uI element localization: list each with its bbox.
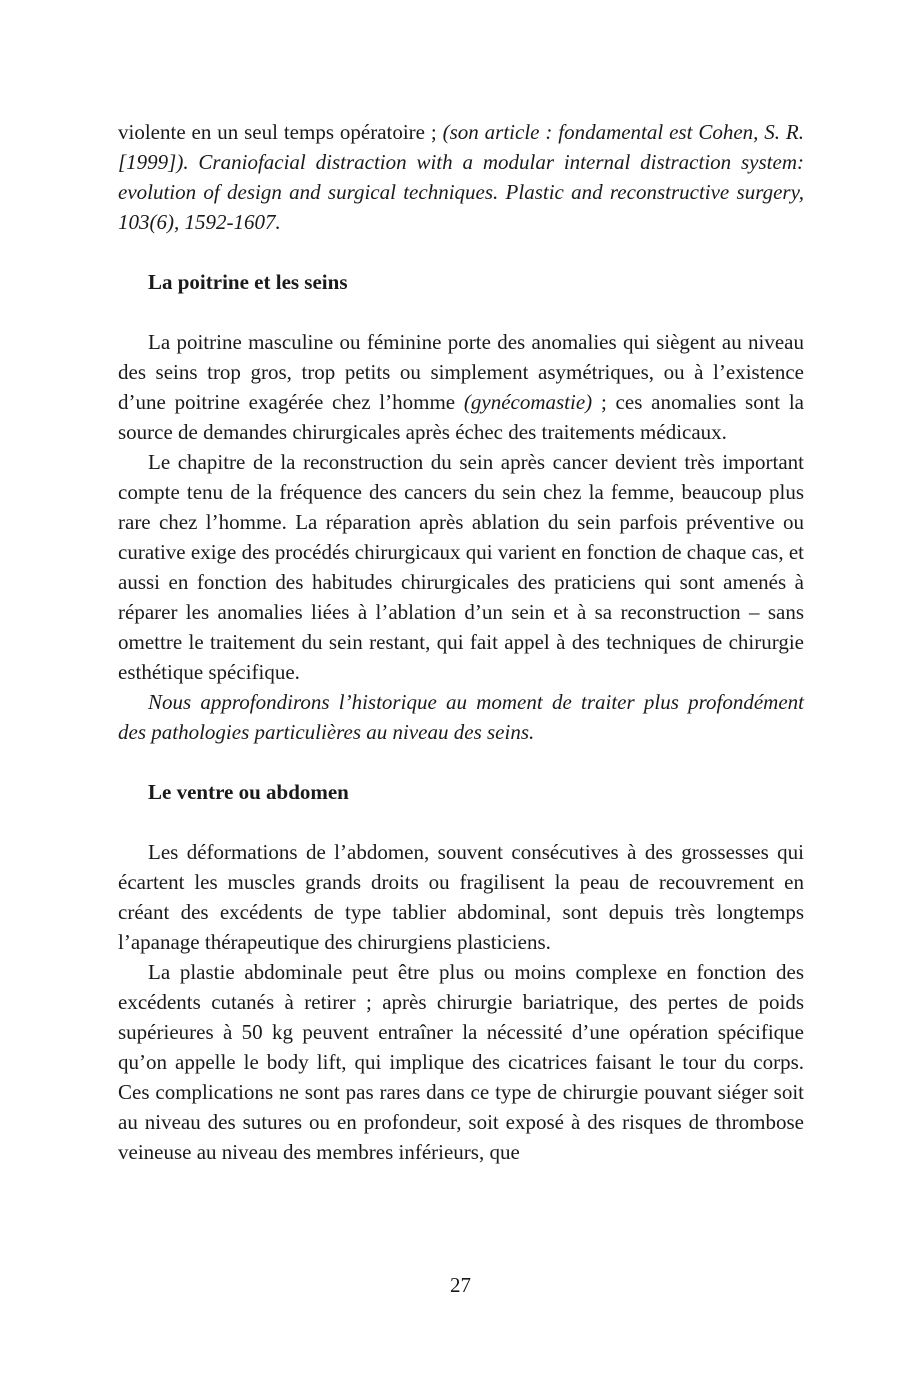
poitrine-p3-italic: Nous approfondirons l’historique au moment de traiter plus profondément des pathologies particulières au niveau des seins. [118, 690, 804, 744]
intro-paragraph [118, 117, 804, 237]
poitrine-paragraph-2: Le chapitre de la reconstruction du sein après cancer devient très important compte tenu de la fréquence des cancers du sein chez la femme, beaucoup plus rare chez l’homme. La réparation après ablation du sein parfois préventive ou curative exige des procédés chirurgicaux qui varient en fonction de chaque cas, et aussi en fonction des habitudes chirurgicales des praticiens qui sont amenés à réparer les anomalies liées à l’ablation d’un sein et à sa reconstruction – sans omettre le traitement du sein restant, qui fait appel à des techniques de chirurgie esthétique spécifique. [118, 450, 804, 684]
poitrine-paragraph-3 [118, 687, 804, 747]
poitrine-p1-before: La poitrine masculine ou féminine porte des anomalies qui siègent au niveau des seins trop gros, trop petits ou simplement asymétriques, ou à l’existence d’une poitrine exagérée chez l’homme [118, 330, 804, 414]
ventre-paragraph-2: La plastie abdominale peut être plus ou moins complexe en fonction des excédents cutanés à retirer ; après chirurgie bariatrique, des pertes de poids supérieures à 50 kg peuvent entraîner la nécessité d’une opération spécifique qu’on appelle le body lift, qui implique des cicatrices faisant le tour du corps. Ces complications ne sont pas rares dans ce type de chirurgie pouvant siéger soit au niveau des sutures ou en profondeur, soit exposé à des risques de thrombose veineuse au niveau des membres inférieurs, que [118, 960, 804, 1164]
poitrine-p1-italic: (gynécomastie) [463, 390, 593, 414]
section-heading-ventre: Le ventre ou abdomen [148, 780, 349, 804]
poitrine-p1-after: ; ces anomalies sont la source de demandes chirurgicales après échec des traitements médicaux. [118, 390, 804, 444]
ventre-paragraph-1: Les déformations de l’abdomen, souvent consécutives à des grossesses qui écartent les muscles grands droits ou fragilisent la peau de recouvrement en créant des excédents de type tablier abdominal, sont depuis très longtemps l’apanage thérapeutique des chirurgiens plasticiens. [118, 840, 804, 954]
intro-text: violente en un seul temps opératoire ; [118, 120, 443, 144]
intro-citation: (son article : fondamental est Cohen, S. R. [1999]). Craniofacial distraction with a modular internal distraction system: evolution of design and surgical techniques. Plastic and reconstructive surgery, 103(6), 1592-1607. [118, 120, 804, 234]
page-number: 27 [450, 1273, 471, 1297]
section-heading-poitrine: La poitrine et les seins [148, 270, 348, 294]
poitrine-paragraph-1 [118, 327, 804, 447]
page-body [118, 117, 804, 1167]
